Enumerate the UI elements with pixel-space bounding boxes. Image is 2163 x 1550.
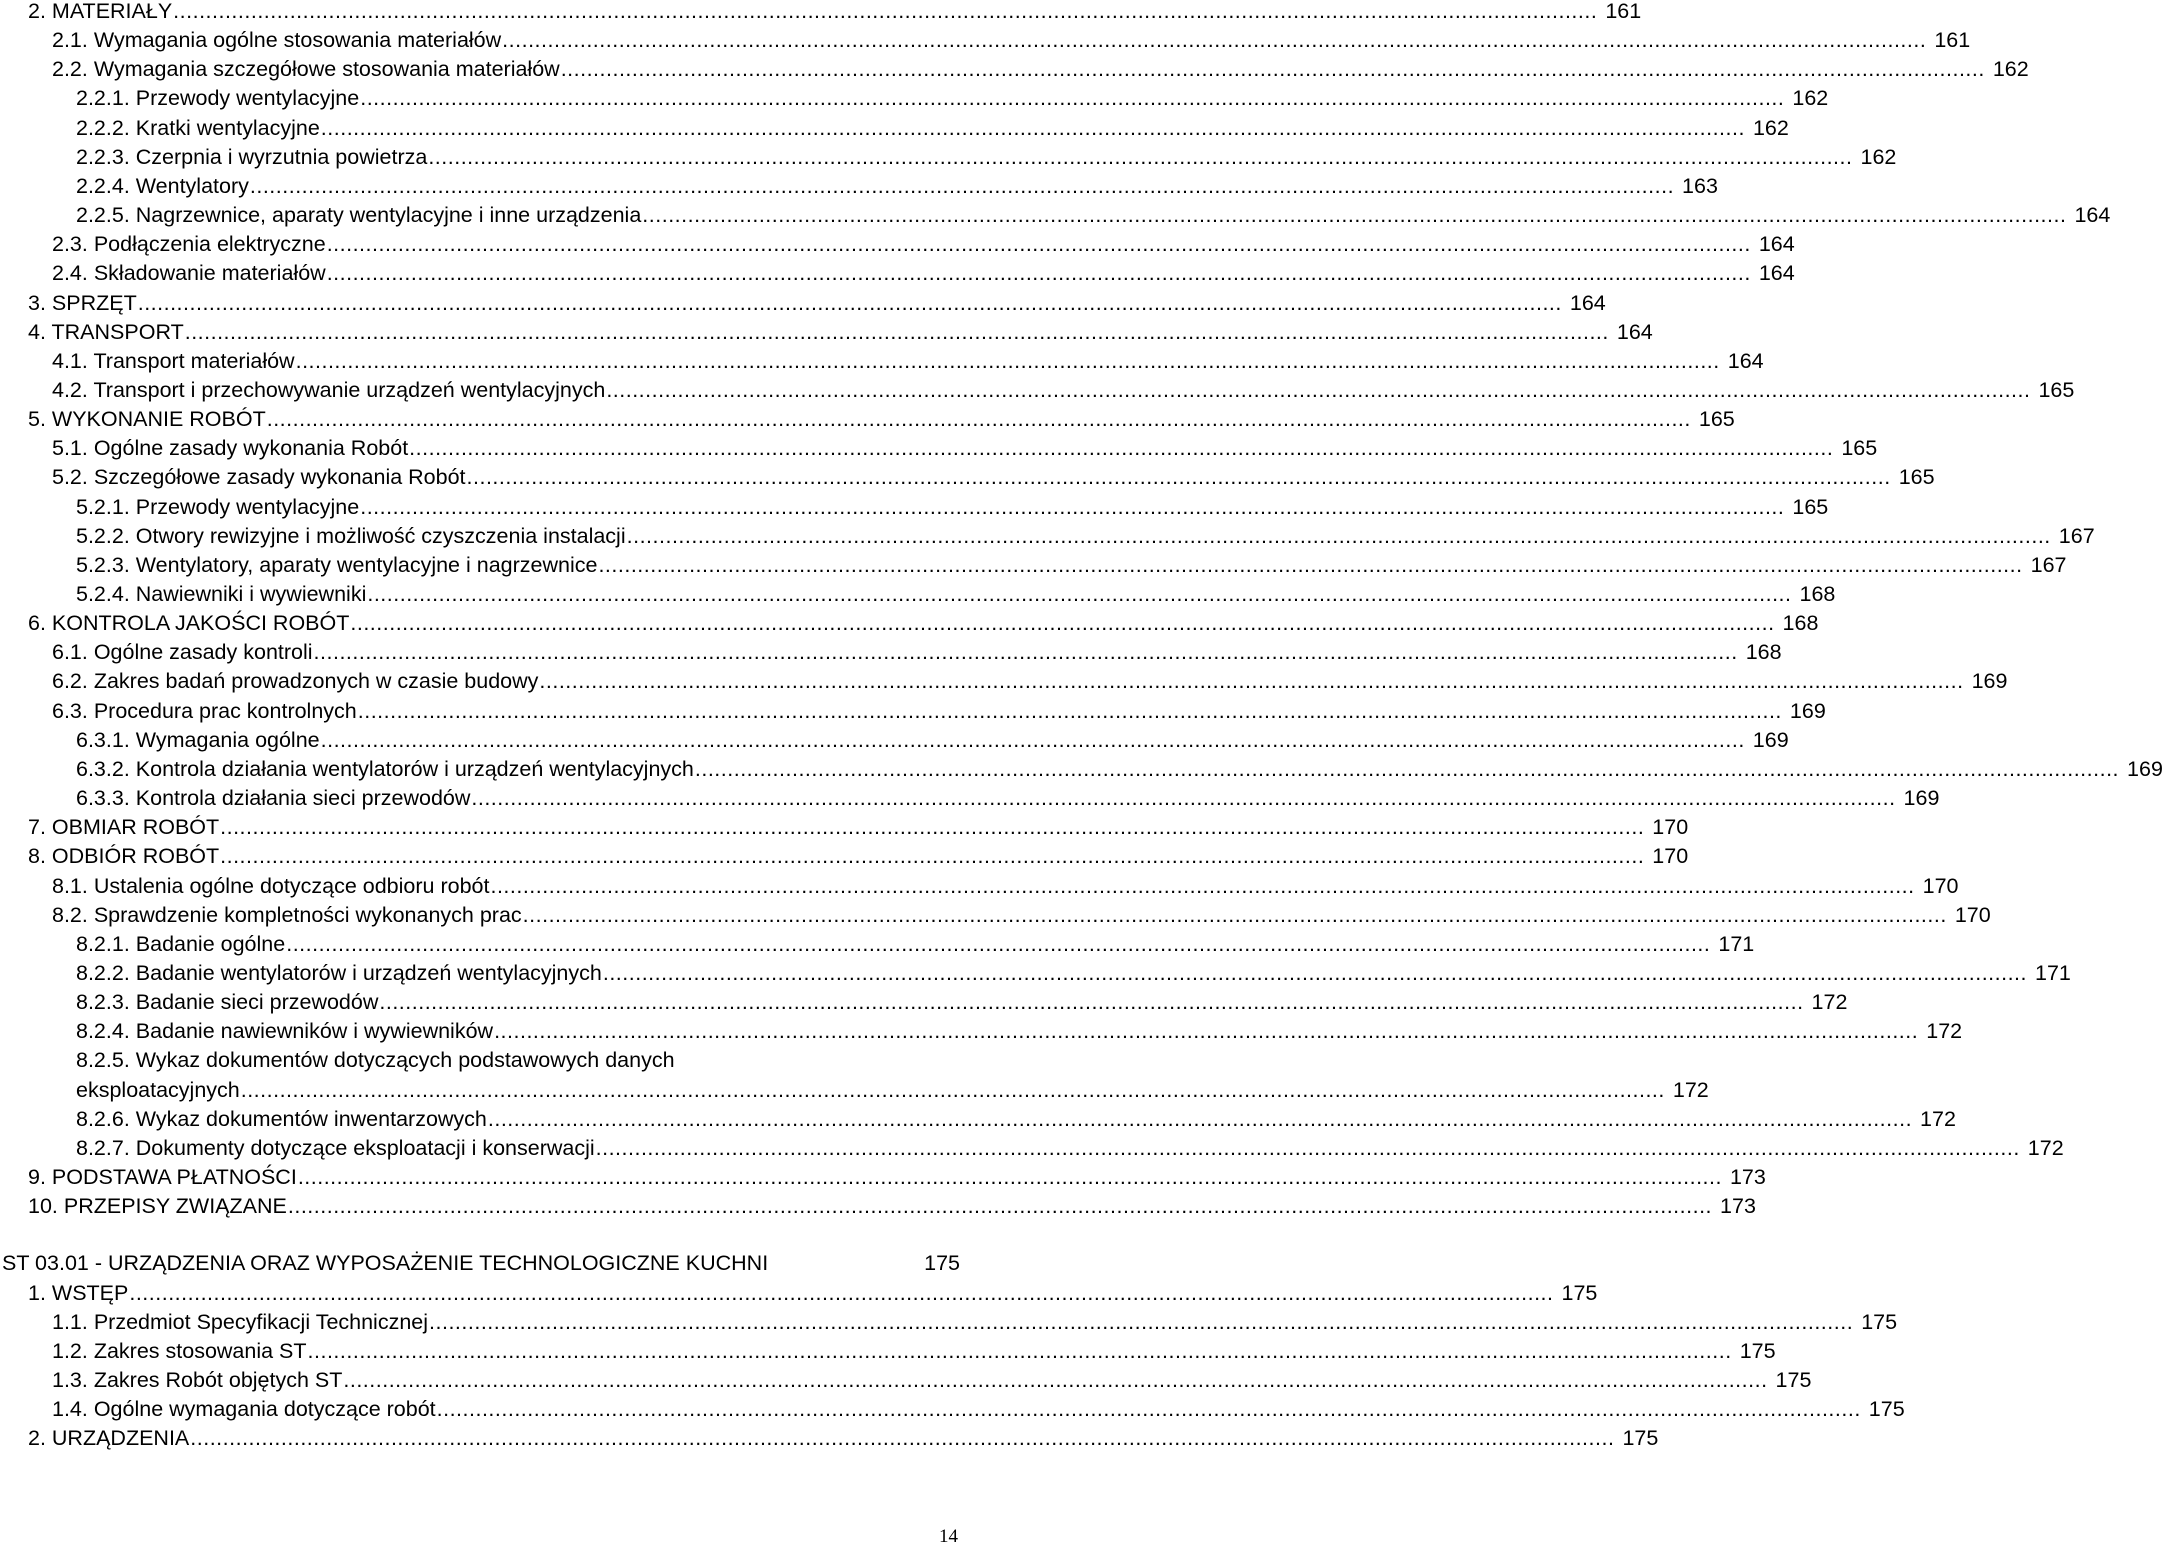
toc-entry-title: 1.1. Przedmiot Specyfikacji Technicznej <box>52 1309 429 1334</box>
toc-entry-page: 170 <box>1954 902 1991 927</box>
toc-entry-title: 2.2.2. Kratki wentylacyjne <box>76 115 320 140</box>
toc-entry-page: 170 <box>1652 844 1689 869</box>
dot-leader: ............................................................................................................................................................................................................................ <box>350 611 1775 636</box>
toc-entry-page: 171 <box>2035 960 2071 985</box>
toc-entry[interactable] <box>0 376 2075 405</box>
dot-leader: ............................................................................................................................................................................................................................ <box>184 319 1609 344</box>
toc-entry-page: 164 <box>1569 290 1606 315</box>
dot-leader: ............................................................................................................................................................................................................................ <box>343 1367 1768 1392</box>
toc-entry-page: 168 <box>1782 611 1819 636</box>
toc-entry[interactable] <box>0 988 1848 1017</box>
toc-entry-page: 170 <box>1652 815 1689 840</box>
dot-leader: ............................................................................................................................................................................................................................ <box>471 786 1896 810</box>
toc-entry-page: 164 <box>2074 203 2111 228</box>
toc-entry-title: 8.2.1. Badanie ogólne <box>76 931 286 956</box>
toc-entry[interactable] <box>0 930 1755 959</box>
toc-entry-page: 164 <box>1727 348 1764 373</box>
toc-entry-page: 175 <box>1868 1397 1905 1422</box>
toc-entry-page: 170 <box>1922 873 1959 898</box>
toc-entry-title: ST 03.01 - URZĄDZENIA ORAZ WYPOSAŻENIE TECHNOLOGICZNE KUCHNI <box>2 1251 769 1276</box>
toc-entry[interactable] <box>0 842 1689 871</box>
toc-entry[interactable] <box>0 1249 960 1278</box>
toc-entry[interactable] <box>0 289 1606 318</box>
dot-leader: ............................................................................................................................................................................................................................ <box>360 494 1785 519</box>
toc-entry-title: 2.2.3. Czerpnia i wyrzutnia powietrza <box>76 144 428 169</box>
toc-entry-page: 175 <box>1739 1338 1776 1363</box>
toc-entry-page: 175 <box>1622 1426 1659 1451</box>
toc-entry-page: 169 <box>1903 786 1940 810</box>
dot-leader: ............................................................................................................................................................................................................................ <box>560 57 1985 82</box>
toc-entry[interactable] <box>0 1279 1598 1308</box>
dot-leader: ............................................................................................................................................................................................................................ <box>522 902 1947 927</box>
toc-entry[interactable] <box>0 1105 1956 1134</box>
toc-entry[interactable] <box>0 201 2111 230</box>
toc-entry-title: 2.4. Składowanie materiałów <box>52 261 326 286</box>
toc-entry-title: 9. PODSTAWA PŁATNOŚCI <box>28 1165 297 1189</box>
toc-entry-title: 4.1. Transport materiałów <box>52 348 295 373</box>
toc-entry[interactable] <box>0 405 1735 434</box>
dot-leader: ............................................................................................................................................................................................................................ <box>428 144 1853 169</box>
dot-leader: ............................................................................................................................................................................................................................ <box>694 756 2120 781</box>
toc-entry[interactable] <box>0 318 1653 347</box>
toc-entry-title: 1.3. Zakres Robót objętych ST <box>52 1367 343 1392</box>
toc-entry-title: 10. PRZEPISY ZWIĄZANE <box>28 1194 287 1219</box>
toc-entry-title: 6.3. Procedura prac kontrolnych <box>52 698 357 723</box>
dot-leader: ............................................................................................................................................................................................................................ <box>173 0 1598 23</box>
toc-entry-title: 1.4. Ogólne wymagania dotyczące robót <box>52 1397 436 1422</box>
toc-entry-title: 8.2.7. Dokumenty dotyczące eksploatacji i konserwacji <box>76 1135 595 1160</box>
toc-entry-title: 8.2. Sprawdzenie kompletności wykonanych prac <box>52 902 522 927</box>
dot-leader: ............................................................................................................................................................................................................................ <box>295 348 1720 373</box>
dot-leader: ............................................................................................................................................................................................................................ <box>360 86 1785 111</box>
toc-entry-title: 8.2.4. Badanie nawiewników i wywiewników <box>76 1019 494 1044</box>
toc-entry-page: 165 <box>1841 436 1878 461</box>
dot-leader: ............................................................................................................................................................................................................................ <box>466 465 1891 490</box>
toc-entry-title: 6.3.2. Kontrola działania wentylatorów i urządzeń wentylacyjnych <box>76 756 694 781</box>
toc-entry-title: 8.2.6. Wykaz dokumentów inwentarzowych <box>76 1106 487 1131</box>
toc-entry[interactable] <box>0 697 1826 726</box>
toc-entry-title: 4. TRANSPORT <box>28 319 184 344</box>
dot-leader: ............................................................................................................................................................................................................................ <box>490 873 1915 898</box>
dot-leader: ............................................................................................................................................................................................................................ <box>502 28 1927 53</box>
toc-entry[interactable] <box>0 493 1829 522</box>
toc-entry[interactable] <box>0 1046 960 1075</box>
toc-entry-title: 2. URZĄDZENIA <box>28 1426 190 1451</box>
toc-entry[interactable] <box>0 1192 1756 1221</box>
dot-leader: ............................................................................................................................................................................................................................ <box>379 990 1804 1015</box>
dot-leader: ............................................................................................................................................................................................................................ <box>266 407 1691 432</box>
toc-entry[interactable] <box>0 638 1782 667</box>
toc-entry[interactable] <box>0 1017 1963 1046</box>
page-number: 14 <box>939 1526 958 1547</box>
toc-entry[interactable] <box>0 901 1991 930</box>
toc-entry-page: 169 <box>1789 698 1826 723</box>
toc-entry-title: 8.2.5. Wykaz dokumentów dotyczących podstawowych danych <box>76 1048 675 1073</box>
dot-leader: ............................................................................................................................................................................................................................ <box>602 960 2028 985</box>
dot-leader: ............................................................................................................................................................................................................................ <box>307 1338 1732 1363</box>
dot-leader: ............................................................................................................................................................................................................................ <box>436 1397 1861 1422</box>
toc-entry-page: 172 <box>1672 1077 1709 1102</box>
toc-entry[interactable] <box>0 726 1789 755</box>
toc-entry[interactable] <box>0 755 2163 784</box>
toc-entry[interactable] <box>0 784 1940 813</box>
toc-entry-title: 2.2.1. Przewody wentylacyjne <box>76 86 360 111</box>
toc-entry[interactable] <box>0 55 2029 84</box>
toc-entry[interactable] <box>0 551 2067 580</box>
dot-leader: ............................................................................................................................................................................................................................ <box>326 261 1751 286</box>
toc-entry[interactable] <box>0 1308 1898 1337</box>
toc-entry-page: 172 <box>2027 1135 2064 1160</box>
toc-entry-title: 7. OBMIAR ROBÓT <box>28 815 220 840</box>
dot-leader: ............................................................................................................................................................................................................................ <box>598 552 2023 577</box>
toc-entry-page: 169 <box>1971 669 2008 694</box>
toc-entry[interactable] <box>0 1163 1766 1192</box>
toc-entry-page: 173 <box>1729 1165 1766 1189</box>
toc-entry[interactable] <box>0 1337 1776 1366</box>
dot-leader: ............................................................................................................................................................................................................................ <box>240 1077 1665 1102</box>
toc-entry[interactable] <box>0 580 1836 609</box>
toc-entry-title: 5.2.3. Wentylatory, aparaty wentylacyjne i nagrzewnice <box>76 552 598 577</box>
toc-entry-title: 8. ODBIÓR ROBÓT <box>28 844 220 869</box>
dot-leader: ............................................................................................................................................................................................................................ <box>190 1426 1615 1451</box>
toc-entry-page: 175 <box>1861 1309 1898 1334</box>
dot-leader: ............................................................................................................................................................................................................................ <box>220 815 1645 840</box>
toc-entry-page: 162 <box>1792 86 1829 111</box>
toc-entry[interactable] <box>0 259 1795 288</box>
toc-entry-page: 167 <box>2058 523 2095 548</box>
toc-entry-page: 172 <box>1920 1106 1956 1131</box>
toc-entry-page: 169 <box>1752 727 1789 752</box>
dot-leader: ............................................................................................................................................................................................................................ <box>626 523 2051 548</box>
toc-entry-page: 172 <box>1811 990 1848 1015</box>
toc-entry-title: 8.2.2. Badanie wentylatorów i urządzeń wentylacyjnych <box>76 960 602 985</box>
toc-entry-title: 5.1. Ogólne zasady wykonania Robót <box>52 436 409 461</box>
toc-entry-title: 3. SPRZĘT <box>28 290 137 315</box>
toc-entry-page: 172 <box>1926 1019 1963 1044</box>
dot-leader: ............................................................................................................................................................................................................................ <box>313 640 1738 665</box>
toc-entry[interactable] <box>0 114 1789 143</box>
toc-entry[interactable] <box>0 813 1689 842</box>
toc-entry-page: 168 <box>1745 640 1782 665</box>
toc-entry-title: 6.3.3. Kontrola działania sieci przewodów <box>76 786 471 810</box>
dot-leader: ............................................................................................................................................................................................................................ <box>320 115 1745 140</box>
toc-entry-title: 8.1. Ustalenia ogólne dotyczące odbioru robót <box>52 873 490 898</box>
dot-leader: ............................................................................................................................................................................................................................ <box>606 377 2031 402</box>
toc-entry-title: 1.2. Zakres stosowania ST <box>52 1338 307 1363</box>
dot-leader: ............................................................................................................................................................................................................................ <box>297 1165 1722 1189</box>
toc-entry-title: 5.2.2. Otwory rewizyjne i możliwość czyszczenia instalacji <box>76 523 626 548</box>
toc-entry-title: 8.2.3. Badanie sieci przewodów <box>76 990 379 1015</box>
toc-entry[interactable] <box>0 1076 1709 1105</box>
toc-entry[interactable] <box>0 143 1897 172</box>
toc-entry[interactable] <box>0 609 1819 638</box>
dot-leader: ............................................................................................................................................................................................................................ <box>287 1194 1713 1219</box>
toc-entry-page: 165 <box>1698 407 1735 432</box>
toc-entry[interactable] <box>0 84 1829 113</box>
dot-leader: ............................................................................................................................................................................................................................ <box>429 1309 1854 1334</box>
toc-entry-page: 173 <box>1720 1194 1756 1219</box>
toc-entry-title: 6.3.1. Wymagania ogólne <box>76 727 320 752</box>
toc-entry-title: 2. MATERIAŁY <box>28 0 173 23</box>
toc-entry-page: 161 <box>1605 0 1642 23</box>
toc-entry[interactable] <box>0 0 1642 26</box>
dot-leader: ............................................................................................................................................................................................................................ <box>249 173 1675 198</box>
toc-entry[interactable] <box>0 172 1718 201</box>
toc-entry-title: 2.3. Podłączenia elektryczne <box>52 232 326 257</box>
toc-entry-title: 1. WSTĘP <box>28 1280 129 1305</box>
toc-entry-page: 175 <box>1561 1280 1598 1305</box>
toc-entry-title: 5.2. Szczegółowe zasady wykonania Robót <box>52 465 466 490</box>
dot-leader: ............................................................................................................................................................................................................................ <box>539 669 1964 694</box>
dot-leader: ............................................................................................................................................................................................................................ <box>286 931 1711 956</box>
dot-leader: ............................................................................................................................................................................................................................ <box>326 232 1751 257</box>
toc-entry-page: 167 <box>2030 552 2067 577</box>
dot-leader: ............................................................................................................................................................................................................................ <box>220 844 1645 869</box>
toc-entry[interactable] <box>0 1424 1659 1453</box>
toc-entry[interactable] <box>0 347 1764 376</box>
toc-entry-title: 6.1. Ogólne zasady kontroli <box>52 640 313 665</box>
toc-entry-page: 175 <box>924 1251 960 1276</box>
toc-entry[interactable] <box>0 959 2071 988</box>
toc-entry-page: 164 <box>1616 319 1653 344</box>
toc-entry-title: 2.1. Wymagania ogólne stosowania materiałów <box>52 28 502 53</box>
toc-entry-page: 162 <box>1992 57 2029 82</box>
dot-leader: ............................................................................................................................................................................................................................ <box>494 1019 1919 1044</box>
toc-entry-title: 5. WYKONANIE ROBÓT <box>28 407 266 432</box>
toc-entry-page: 168 <box>1799 582 1836 606</box>
toc-entry[interactable] <box>0 1366 1812 1395</box>
toc-entry-title: 6. KONTROLA JAKOŚCI ROBÓT <box>28 611 350 636</box>
toc-entry[interactable] <box>0 522 2095 551</box>
toc-entry-title: 5.2.1. Przewody wentylacyjne <box>76 494 360 519</box>
toc-entry-title: 4.2. Transport i przechowywanie urządzeń wentylacyjnych <box>52 377 606 402</box>
toc-entry[interactable] <box>0 26 1971 55</box>
toc-entry-page: 161 <box>1934 28 1971 53</box>
toc-entry-title: eksploatacyjnych <box>76 1077 240 1102</box>
toc-entry-title: 2.2.5. Nagrzewnice, aparaty wentylacyjne i inne urządzenia <box>76 203 642 228</box>
toc-entry-page: 164 <box>1758 232 1795 257</box>
toc-entry-page: 163 <box>1682 173 1718 198</box>
dot-leader: ............................................................................................................................................................................................................................ <box>642 203 2067 228</box>
dot-leader: ............................................................................................................................................................................................................................ <box>357 698 1782 723</box>
toc-entry[interactable] <box>0 230 1795 259</box>
toc-entry-page: 165 <box>1792 494 1829 519</box>
toc-entry-title: 5.2.4. Nawiewniki i wywiewniki <box>76 582 367 606</box>
toc-entry[interactable] <box>0 1395 1905 1424</box>
dot-leader: ............................................................................................................................................................................................................................ <box>320 727 1745 752</box>
toc-entry-page: 171 <box>1718 931 1755 956</box>
toc-entry[interactable] <box>0 872 1959 901</box>
toc-entry-page: 165 <box>2038 377 2075 402</box>
toc-entry[interactable] <box>0 463 1935 492</box>
toc-entry-page: 162 <box>1860 144 1897 169</box>
toc-entry-page: 175 <box>1775 1367 1812 1392</box>
toc-entry-title: 2.2. Wymagania szczegółowe stosowania materiałów <box>52 57 560 82</box>
toc-entry-page: 169 <box>2127 756 2163 781</box>
dot-leader: ............................................................................................................................................................................................................................ <box>367 582 1792 606</box>
toc-entry[interactable] <box>0 667 2008 696</box>
dot-leader: ............................................................................................................................................................................................................................ <box>595 1135 2020 1160</box>
dot-leader: ............................................................................................................................................................................................................................ <box>487 1106 1913 1131</box>
dot-leader: ............................................................................................................................................................................................................................ <box>409 436 1834 461</box>
dot-leader: ............................................................................................................................................................................................................................ <box>137 290 1562 315</box>
toc-entry-title: 2.2.4. Wentylatory <box>76 173 249 198</box>
toc-entry[interactable] <box>0 1134 2064 1163</box>
toc-entry-page: 164 <box>1758 261 1795 286</box>
dot-leader: ............................................................................................................................................................................................................................ <box>129 1280 1554 1305</box>
toc-entry-title: 6.2. Zakres badań prowadzonych w czasie budowy <box>52 669 539 694</box>
toc-entry-page: 162 <box>1752 115 1789 140</box>
toc-entry[interactable] <box>0 434 1878 463</box>
toc-entry-page: 165 <box>1898 465 1935 490</box>
